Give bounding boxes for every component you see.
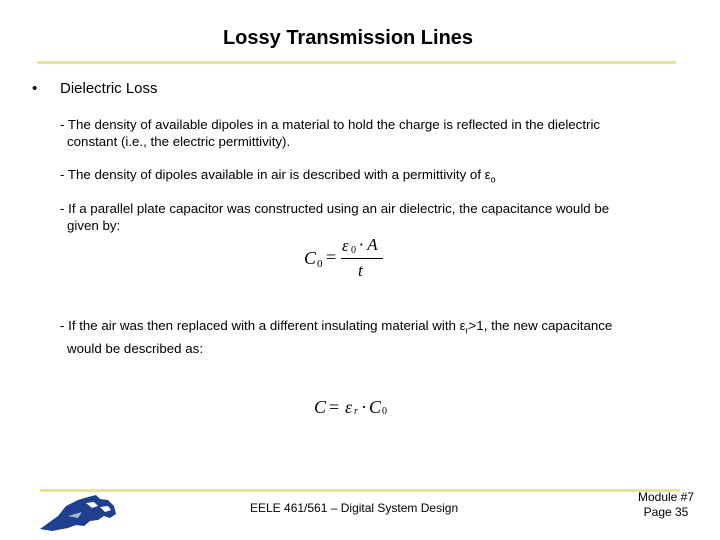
- paragraph-line: given by:: [67, 218, 121, 233]
- equation-c: [314, 397, 404, 423]
- eq1-equals: =: [326, 247, 337, 267]
- eq1-lhs-sub: 0: [317, 258, 323, 270]
- paragraph-new-material: [60, 317, 670, 357]
- course-footer: EELE 461/561 – Digital System Design: [250, 501, 459, 515]
- bobcat-logo-icon: [38, 494, 118, 537]
- eq1-fraction-bar: [341, 258, 383, 259]
- paragraph-line: - If a parallel plate capacitor was constructed using an air dielectric, the capacitance would be: [60, 201, 610, 216]
- eq1-denominator: t: [358, 261, 363, 280]
- eq2-dot: ·: [361, 397, 367, 417]
- paragraph-line: would be described as:: [67, 340, 204, 356]
- paragraph-line: - The density of available dipoles in a material to hold the charge is reflected in the dielectric: [60, 117, 601, 132]
- eq2-epsilon-sub: r: [354, 406, 358, 417]
- epsilon-symbol: ε: [459, 318, 466, 333]
- slide-number: [612, 490, 720, 520]
- eq2-equals: =: [329, 397, 340, 417]
- eq1-epsilon: ε: [342, 236, 349, 255]
- epsilon-subscript: o: [490, 174, 496, 185]
- bottom-divider: [40, 489, 680, 492]
- eq2-epsilon: ε: [345, 397, 353, 417]
- eq1-epsilon-sub: 0: [351, 245, 356, 256]
- module-label: Module #7: [637, 490, 695, 504]
- eq2-lhs: C: [314, 397, 327, 417]
- bullet-marker: •: [32, 80, 38, 97]
- eq2-c-sub: 0: [382, 406, 387, 417]
- eq1-numerator-rest: · A: [359, 235, 378, 254]
- slide-title: Lossy Transmission Lines: [222, 27, 474, 49]
- equation-c0: [304, 234, 394, 284]
- paragraph-air-permittivity: [60, 166, 670, 189]
- paragraph-text: - The density of dipoles available in air is described with a permittivity of: [60, 167, 485, 182]
- bullet-heading: Dielectric Loss: [60, 80, 158, 97]
- paragraph-capacitor: [60, 200, 670, 234]
- top-divider: [37, 61, 676, 64]
- paragraph-dipoles: [60, 116, 670, 150]
- eq2-c: C: [369, 397, 382, 417]
- page-label: Page 35: [643, 505, 689, 519]
- eq1-lhs: C: [304, 248, 317, 268]
- paragraph-line: constant (i.e., the electric permittivity).: [67, 134, 291, 149]
- epsilon-symbol: ε: [484, 167, 491, 182]
- paragraph-text: - If the air was then replaced with a different insulating material with: [60, 318, 460, 333]
- paragraph-text: >1, the new capacitance: [468, 318, 613, 333]
- epsilon-subscript: r: [465, 325, 469, 336]
